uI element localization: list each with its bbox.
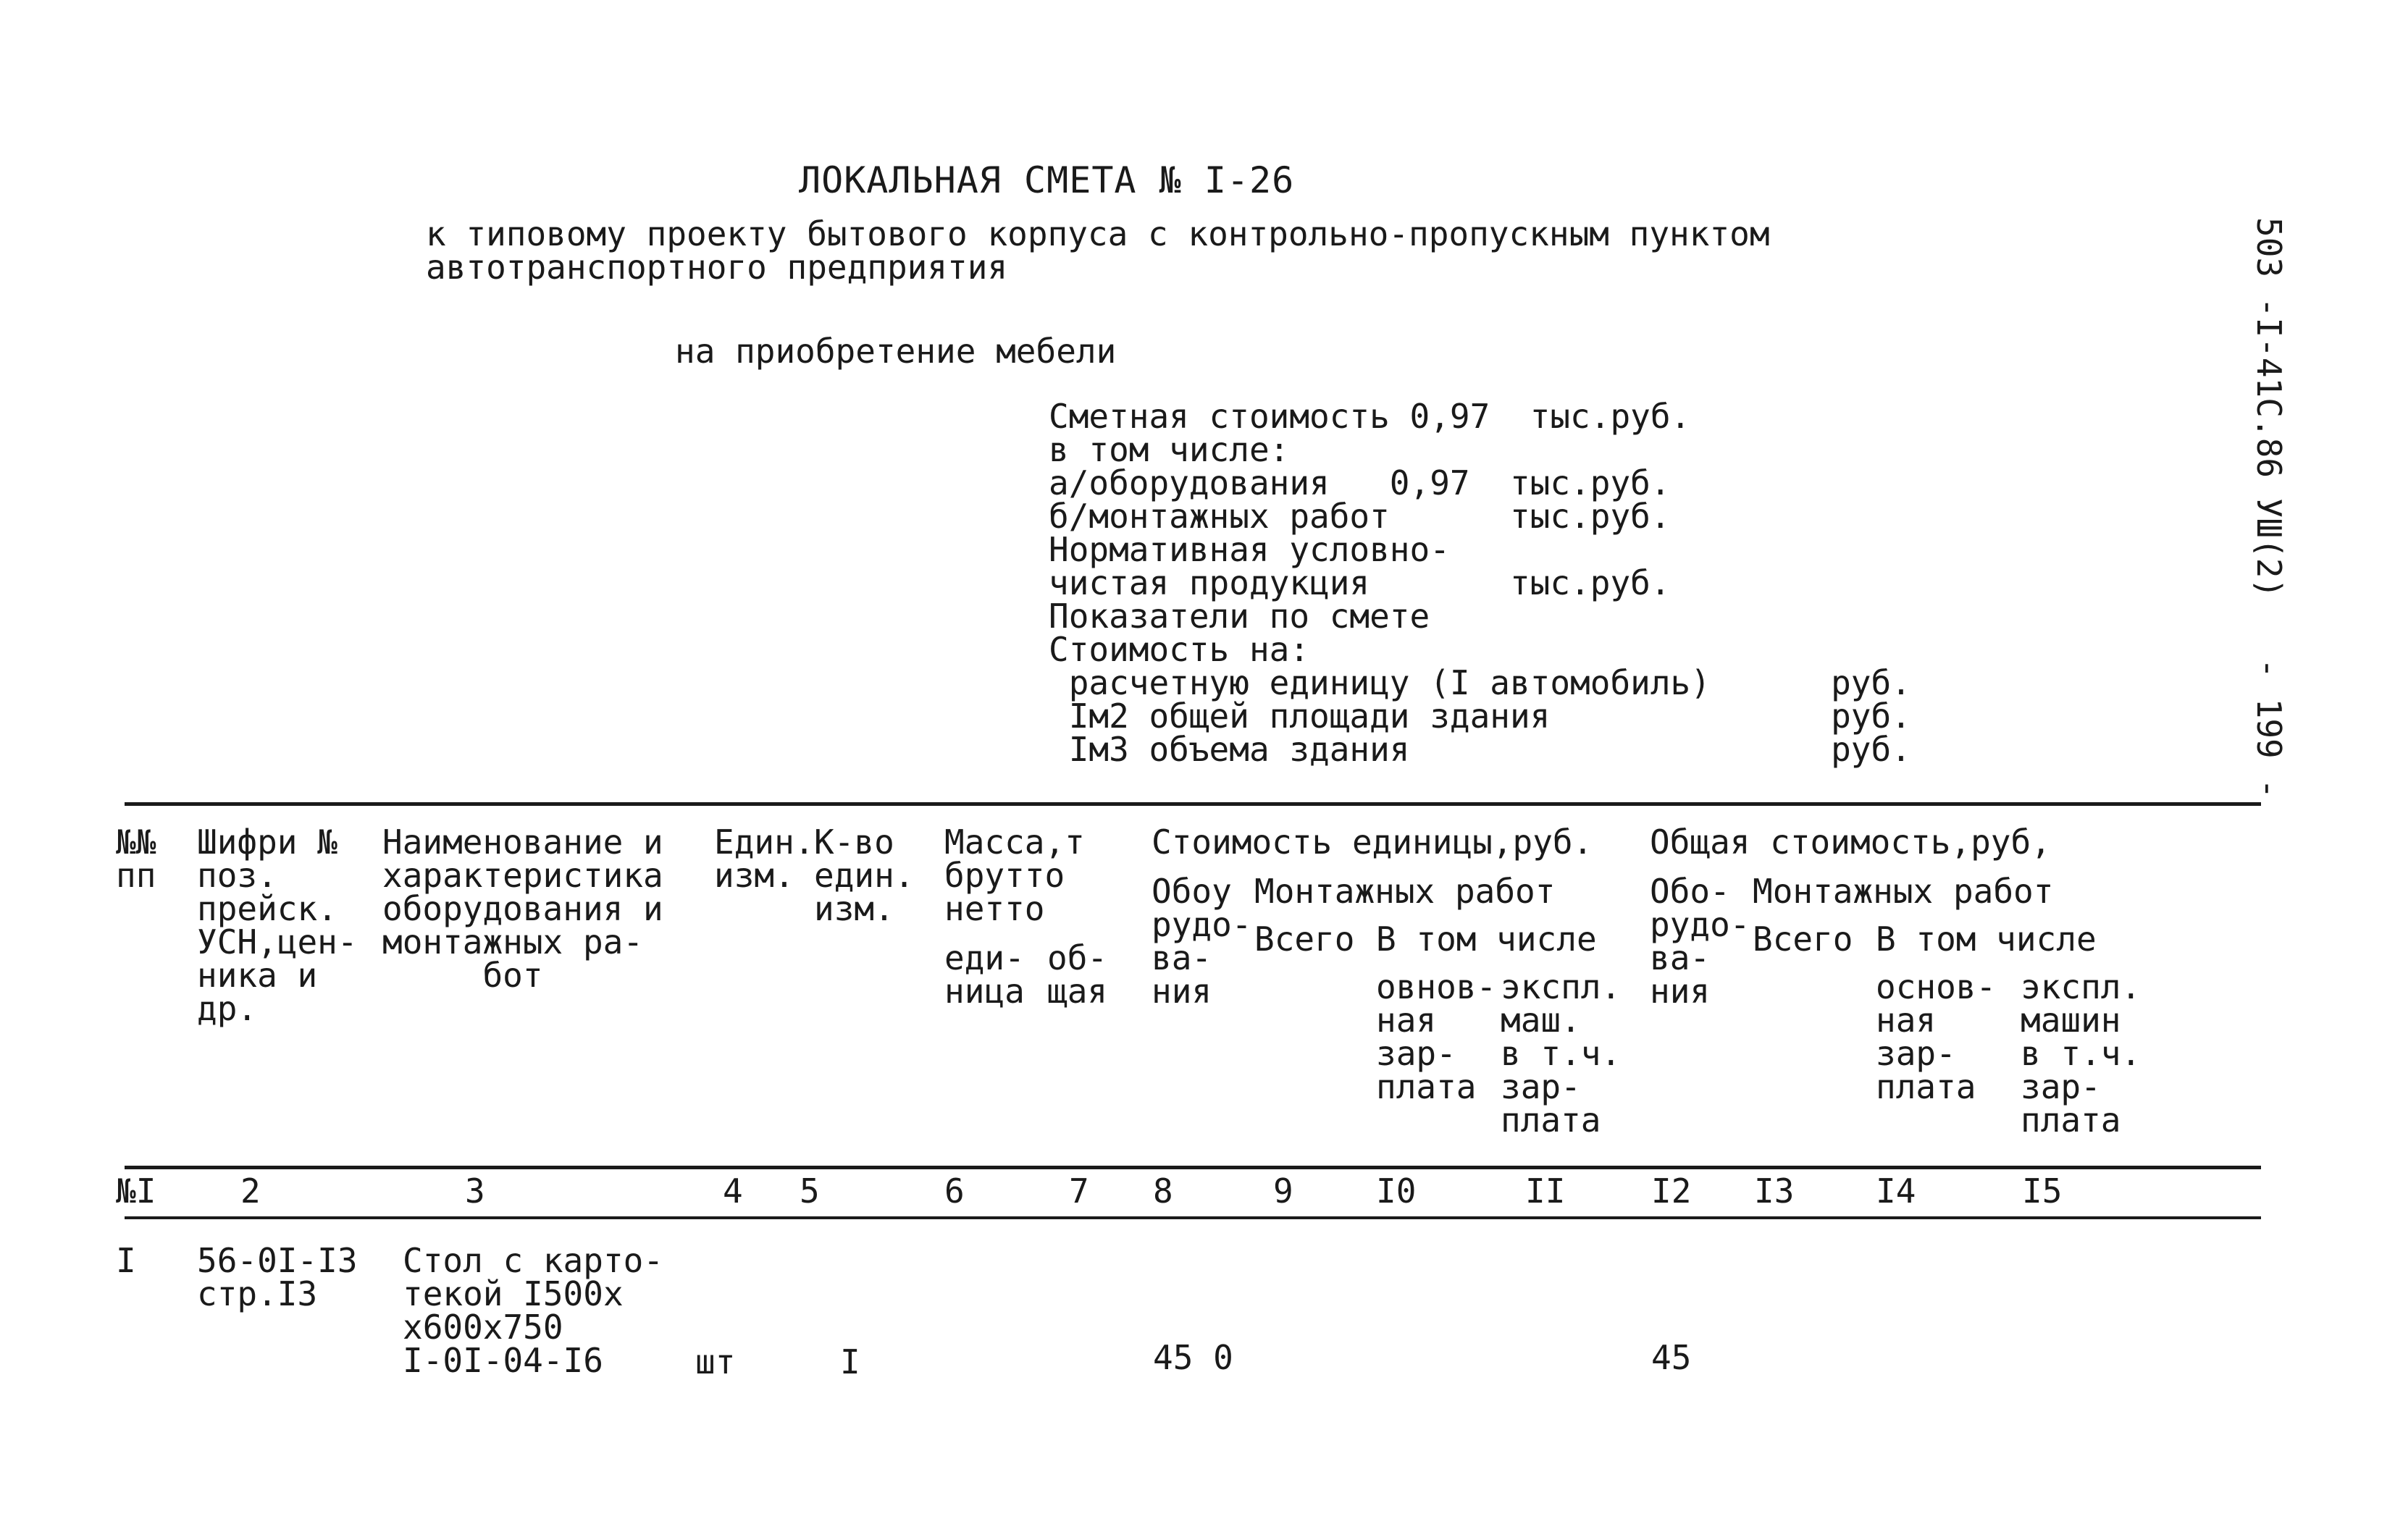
row-name: Стол с карто- текой I500х х600х750 I-0I-04-I6 [403,1241,664,1380]
column-number: I4 [1876,1171,1916,1211]
summary-line-normative-2: чистая продукция тыс.руб. [1049,563,1671,602]
header-quantity: К-во един. изм. [814,822,915,928]
column-number: I0 [1376,1171,1417,1211]
header-code: Шифри № поз. прейск. УСН,цен- ника и др. [197,822,358,1028]
header-name: Наименование и характеристика оборудования и монтажных ра- бот [382,822,663,995]
summary-line-including: в том числе: [1049,430,1290,469]
column-number: II [1525,1171,1566,1211]
header-unit-cost-installation: Монтажных работ [1254,872,1556,911]
table-top-rule [125,802,2261,806]
summary-line-equipment: а/оборудования 0,97 тыс.руб. [1049,463,1671,502]
row-code: 56-0I-I3 стр.I3 [197,1241,358,1313]
row-unit-equipment-cost: 45 0 [1153,1338,1233,1377]
header-total-cost-total: Всего [1753,920,1853,959]
header-unit-cost-machines: экспл. маш. в т.ч. зар- плата [1501,967,1622,1140]
header-total-cost-wage: основ- ная зар- плата [1876,967,1997,1106]
row-total-equipment-cost: 45 [1651,1338,1692,1377]
row-unit: шт [695,1342,736,1381]
document-title: ЛОКАЛЬНАЯ СМЕТА № I-26 [799,159,1295,201]
header-bottom-rule [125,1166,2261,1169]
column-number: 5 [800,1171,820,1211]
column-number: I5 [2022,1171,2063,1211]
summary-line-per-m3: Iм3 объема здания руб. [1049,730,1911,769]
summary-line-indicators: Показатели по смете [1049,597,1430,636]
header-unit-cost-total: Всего [1254,920,1355,959]
header-total-cost-including: В том числе [1876,920,2097,959]
header-unit-cost-including: В том числе [1376,920,1597,959]
document-purpose: на приобретение мебели [675,332,1117,371]
header-unit-cost-equipment: Обоу рудо- ва- ния [1152,872,1252,1011]
header-unit-cost-wage: овнов- ная зар- плата [1376,967,1497,1106]
summary-line-estimate-cost: Сметная стоимость 0,97 тыс.руб. [1049,397,1691,436]
header-mass-unit: еди- ница [944,938,1025,1011]
column-number: №I [116,1171,156,1211]
column-number: I3 [1754,1171,1795,1211]
row-quantity: I [840,1342,860,1381]
header-total-cost-installation: Монтажных работ [1753,872,2054,911]
summary-line-normative-1: Нормативная условно- [1049,530,1450,569]
row-number: I [116,1241,136,1280]
header-total-cost: Общая стоимость,руб, [1650,822,2051,862]
header-mass: Масса,т брутто нетто [944,822,1085,928]
header-unit-cost: Стоимость единицы,руб. [1152,822,1593,862]
header-mass-total: об- щая [1047,938,1108,1011]
column-number: 7 [1069,1171,1089,1211]
column-number: 3 [465,1171,485,1211]
summary-line-installation: б/монтажных работ тыс.руб. [1049,497,1671,536]
column-number: 2 [240,1171,261,1211]
header-total-cost-equipment: Обо- рудо- ва- ния [1650,872,1750,1011]
column-number: 9 [1273,1171,1293,1211]
side-document-code: 503 -I-41С.86 УШ(2) - 199 - [2249,217,2289,799]
summary-line-per-vehicle: расчетную единицу (I автомобиль) руб. [1049,663,1911,702]
document-subtitle-line1: к типовому проекту бытового корпуса с контрольно-пропускным пунктом [426,214,1770,253]
column-number: I2 [1651,1171,1692,1211]
column-number: 6 [944,1171,965,1211]
column-number: 8 [1153,1171,1173,1211]
summary-line-per-m2: Iм2 общей площади здания руб. [1049,697,1911,736]
column-numbers-bottom-rule [125,1216,2261,1219]
header-unit: Един. изм. [714,822,815,895]
summary-line-cost-per: Стоимость на: [1049,630,1310,669]
header-row-number: №№ пп [116,822,156,895]
column-number: 4 [723,1171,743,1211]
header-total-cost-machines: экспл. машин в т.ч. зар- плата [2021,967,2142,1140]
document-subtitle-line2: автотранспортного предприятия [426,248,1008,287]
